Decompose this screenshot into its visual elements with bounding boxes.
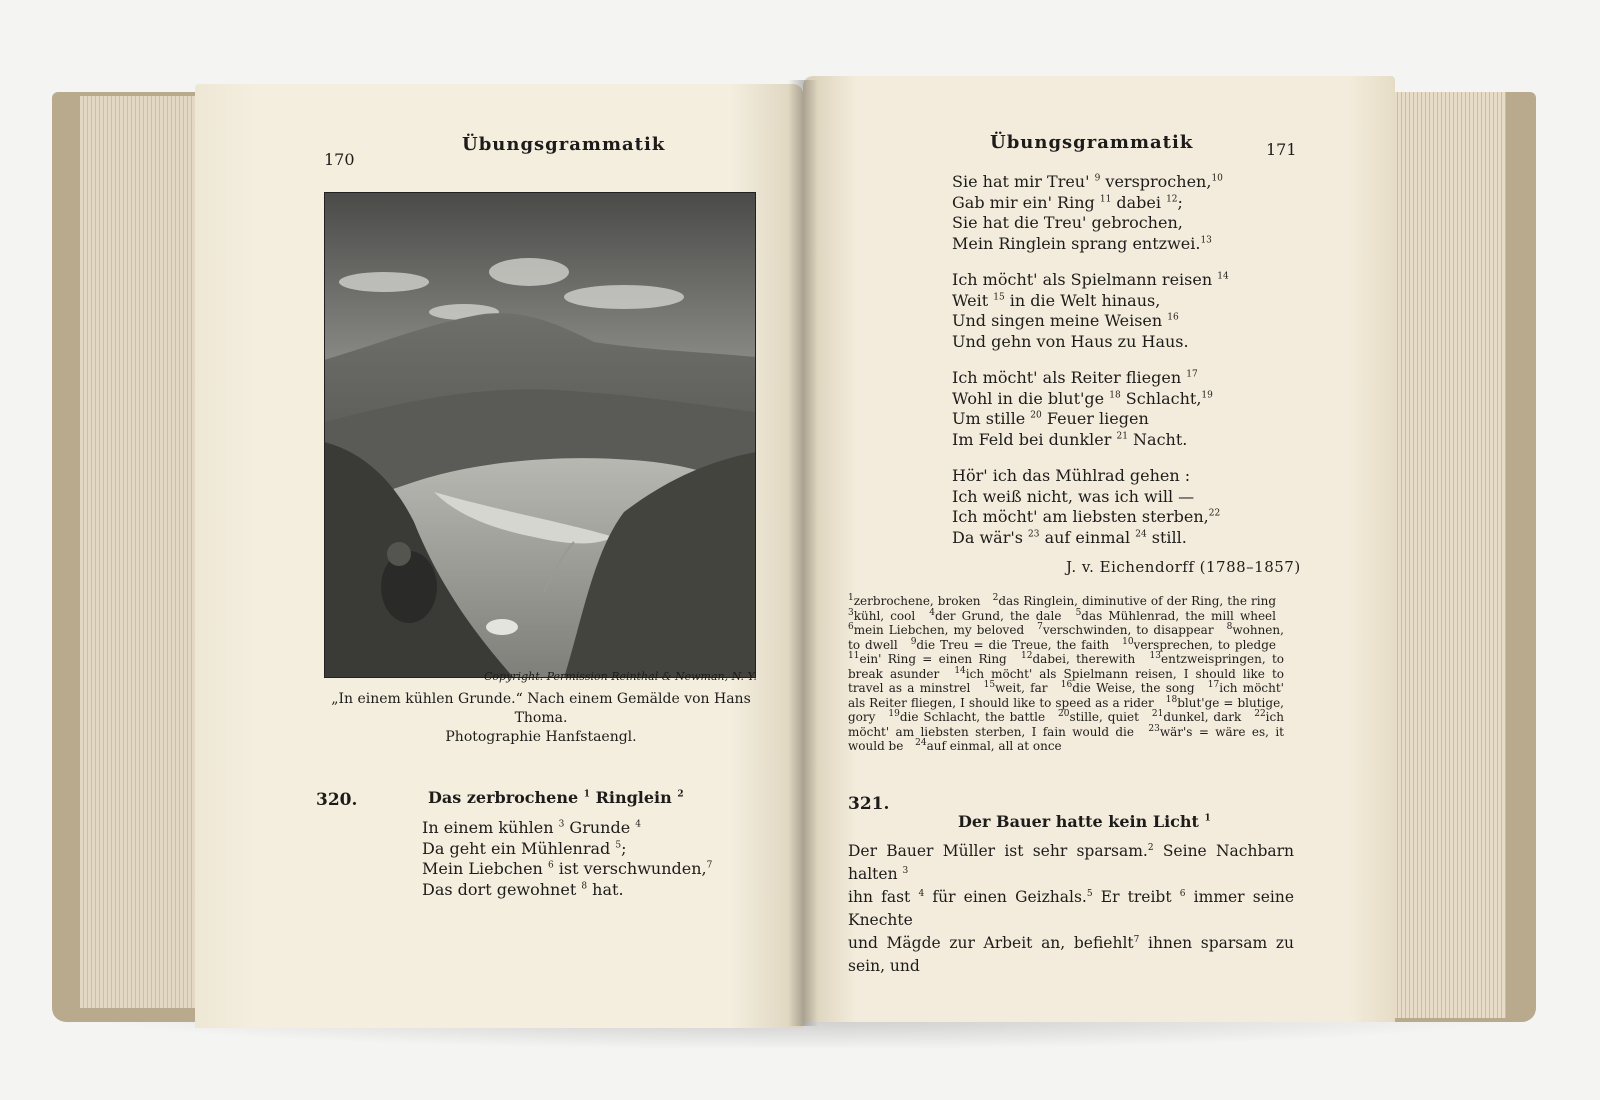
poem-stanza-1 — [422, 818, 712, 900]
footnote-6: $^6$mein Liebchen, my beloved — [848, 622, 1025, 637]
verse-line: Ich weiß nicht, was ich will — — [952, 486, 1195, 506]
verse-line: Das dort gewohnet $^8$ hat. — [422, 879, 624, 899]
prose-line: ihn fast $^4$ für einen Geizhals.$^5$ Er treibt $^6$ immer seine Knechte — [848, 888, 1295, 929]
footnote-7: $^7$verschwinden, to disappear — [1037, 622, 1214, 637]
footnote-14: $^{14}$ich möcht' als Spielmann reisen, I should like to travel as a minstrel — [848, 665, 1284, 695]
footnote-18: $^{18}$blut'ge = blutige, gory — [848, 694, 1284, 724]
prose-line: Der Bauer Müller ist sehr sparsam.$^2$ Seine Nachbarn halten $^3$ — [848, 842, 1294, 883]
verse-line: Hör' ich das Mühlrad gehen : — [952, 466, 1191, 485]
verse-line: In einem kühlen $^3$ Grunde $^4$ — [422, 818, 641, 837]
footnotes — [848, 594, 1284, 754]
footnote-3: $^3$kühl, cool — [848, 607, 916, 623]
verse-line: Im Feld bei dunkler $^{21}$ Nacht. — [952, 429, 1188, 449]
verse-line: Weit $^{15}$ in die Welt hinaus, — [952, 290, 1161, 310]
section-number-320: 320. — [316, 790, 358, 810]
footnote-2: $^2$das Ringlein, diminutive of der Ring, the ring — [992, 593, 1276, 608]
poem-author: J. v. Eichendorff (1788–1857) — [1066, 558, 1301, 576]
section-title-320: Das zerbrochene $^1$ Ringlein $^2$ — [428, 788, 684, 807]
footnote-1: $^1$zerbrochene, broken — [848, 593, 981, 608]
verse-line: Sie hat mir Treu' $^9$ versprochen,$^{10}$ — [952, 172, 1223, 191]
poem-stanza-2 — [952, 172, 1223, 254]
book-gutter — [788, 80, 818, 1026]
verse-line: Da geht ein Mühlenrad $^5$; — [422, 838, 627, 858]
running-head-right: Übungsgrammatik — [990, 132, 1194, 153]
verse-line: Um stille $^{20}$ Feuer liegen — [952, 409, 1149, 428]
footnote-11: $^{11}$ein' Ring = einen Ring — [848, 651, 1007, 666]
prose-line: und Mägde zur Arbeit an, befiehlt$^7$ ihnen sparsam zu sein, und — [848, 934, 1294, 975]
section-321-text — [848, 840, 1294, 978]
footnote-23: $^{23}$wär's = wäre es, it would be — [848, 723, 1284, 753]
footnote-17: $^{17}$ich möcht' als Reiter fliegen, I should like to speed as a rider — [848, 680, 1284, 710]
footnote-12: $^{12}$dabei, therewith — [1021, 651, 1136, 666]
footnote-22: $^{22}$ich möcht' am liebsten sterben, I fain would die — [848, 709, 1284, 739]
verse-line: Mein Liebchen $^6$ ist verschwunden,$^7$ — [422, 859, 713, 878]
poem-stanza-5 — [952, 466, 1220, 548]
section-title-321: Der Bauer hatte kein Licht $^1$ — [958, 812, 1211, 831]
footnote-20: $^{20}$stille, quiet — [1057, 709, 1139, 724]
footnote-21: $^{21}$dunkel, dark — [1151, 709, 1242, 724]
footnote-15: $^{15}$weit, far — [983, 680, 1048, 695]
footnote-24: $^{24}$auf einmal, all at once — [915, 738, 1062, 753]
poem-stanza-3 — [952, 270, 1229, 352]
poem-stanza-4 — [952, 368, 1213, 450]
footnote-8: $^8$wohnen, to dwell — [848, 622, 1284, 652]
verse-line: Gab mir ein' Ring $^{11}$ dabei $^{12}$; — [952, 192, 1183, 212]
image-caption — [318, 690, 764, 747]
running-head-left: Übungsgrammatik — [462, 134, 666, 155]
verse-line: Ich möcht' am liebsten sterben,$^{22}$ — [952, 507, 1221, 526]
verse-line: Und gehn von Haus zu Haus. — [952, 331, 1189, 351]
verse-line: Mein Ringlein sprang entzwei.$^{13}$ — [952, 233, 1212, 253]
footnote-19: $^{19}$die Schlacht, the battle — [888, 709, 1046, 724]
caption-line-1: „In einem kühlen Grunde.“ Nach einem Gemälde von Hans Thoma. — [331, 691, 751, 726]
verse-line: Ich möcht' als Spielmann reisen $^{14}$ — [952, 270, 1229, 289]
right-page-edges — [1378, 92, 1506, 1018]
footnote-9: $^9$die Treu = die Treue, the faith — [910, 636, 1110, 652]
landscape-photograph — [324, 192, 756, 678]
section-number-321: 321. — [848, 794, 890, 814]
page-number-right: 171 — [1266, 140, 1297, 159]
verse-line: Wohl in die blut'ge $^{18}$ Schlacht,$^{19}$ — [952, 388, 1213, 408]
footnote-16: $^{16}$die Weise, the song — [1060, 680, 1195, 695]
image-credit: Copyright. Permission Reinthal & Newman, N. Y. — [484, 670, 757, 683]
footnote-13: $^{13}$entzweispringen, to break asunder — [848, 651, 1284, 681]
verse-line: Ich möcht' als Reiter fliegen $^{17}$ — [952, 368, 1198, 387]
caption-line-2: Photographie Hanfstaengl. — [445, 729, 637, 745]
footnote-10: $^{10}$versprechen, to pledge — [1122, 636, 1276, 652]
verse-line: Sie hat die Treu' gebrochen, — [952, 213, 1183, 232]
footnote-5: $^5$das Mühlenrad, the mill wheel — [1075, 607, 1276, 623]
page-number-left: 170 — [324, 150, 355, 169]
verse-line: Da wär's $^{23}$ auf einmal $^{24}$ still. — [952, 527, 1187, 547]
footnote-4: $^4$der Grund, the dale — [929, 607, 1062, 623]
verse-line: Und singen meine Weisen $^{16}$ — [952, 311, 1179, 330]
